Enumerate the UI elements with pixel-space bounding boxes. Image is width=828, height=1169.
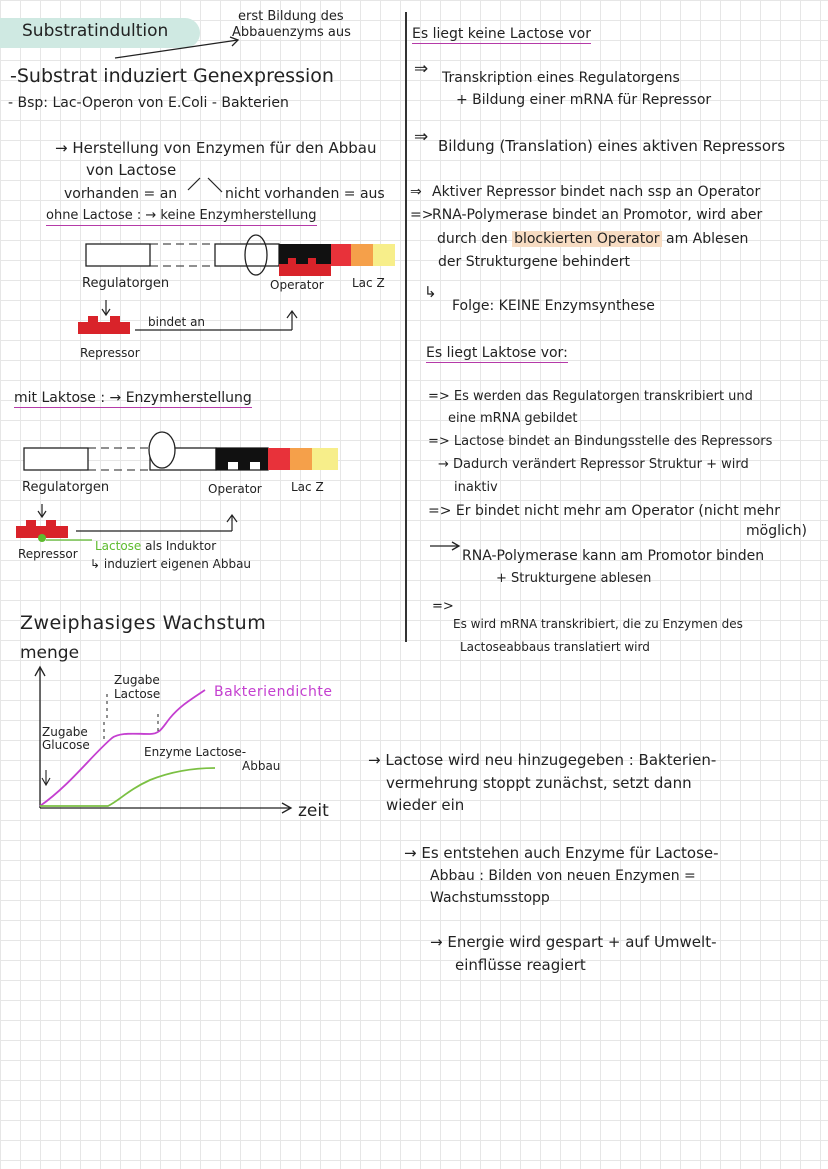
glucose-add-1: Zugabe	[42, 725, 88, 739]
enzymes-label-1: Enzyme Lactose-	[144, 745, 247, 759]
lac1-line2: eine mRNA gebildet	[448, 411, 578, 426]
main-heading: -Substrat induziert Genexpression	[10, 65, 334, 87]
step1-line2: + Bildung einer mRNA für Repressor	[456, 92, 712, 108]
lac3-line1: → Dadurch verändert Repressor Struktur + wird	[438, 457, 749, 472]
lac4-line1: => Er bindet nicht mehr am Operator (nicht mehr	[428, 503, 781, 519]
consequence: Folge: KEINE Enzymsynthese	[452, 298, 655, 314]
title-note-2: Abbauenzyms aus	[232, 25, 351, 40]
implies-arrow-1: ⇒	[414, 59, 429, 79]
operator-label-2: Operator	[208, 482, 262, 496]
regulator-label-1: Regulatorgen	[82, 276, 170, 291]
bacteria-label: Bakteriendichte	[214, 684, 333, 700]
implies-arrow-5: =>	[432, 599, 454, 614]
note3-line2: einflüsse reagiert	[455, 956, 586, 974]
implies-arrow-4: =>	[410, 207, 434, 223]
lactose-add-2: Lactose	[114, 687, 161, 701]
lactose-present-heading: Es liegt Laktose vor:	[426, 345, 568, 363]
enzymes-label-2: Abbau	[242, 759, 281, 773]
induces-line: ↳ induziert eigenen Abbau	[90, 557, 252, 571]
lac6-line1: Es wird mRNA transkribiert, die zu Enzymen des	[453, 617, 743, 631]
growth-heading: Zweiphasiges Wachstum	[20, 612, 267, 634]
lac1-line1: => Es werden das Regulatorgen transkribiert und	[428, 389, 753, 404]
production-line-2: von Lactose	[86, 161, 177, 179]
lac5-line1: RNA-Polymerase kann am Promotor binden	[462, 548, 765, 564]
step4-line3: der Strukturgene behindert	[438, 254, 631, 270]
step2: Bildung (Translation) eines aktiven Repressors	[438, 137, 786, 155]
step3: Aktiver Repressor bindet nach ssp an Operator	[432, 184, 761, 200]
lac6-line2: Lactoseabbaus translatiert wird	[460, 640, 650, 654]
growth-x-label: zeit	[298, 801, 329, 821]
lactose-add-1: Zugabe	[114, 673, 160, 687]
page-title: Substratindultion	[22, 21, 169, 41]
operator-label-1: Operator	[270, 278, 324, 292]
growth-y-label: menge	[20, 643, 80, 663]
note2-line3: Wachstumsstopp	[430, 890, 550, 906]
lac5-line2: + Strukturgene ablesen	[496, 571, 652, 586]
repressor-label-1: Repressor	[80, 346, 140, 360]
with-lactose-heading: mit Laktose : → Enzymherstellung	[14, 390, 252, 408]
title-note-1: erst Bildung des	[238, 9, 344, 24]
repressor-label-2: Repressor	[18, 547, 78, 561]
production-line-1: → Herstellung von Enzymen für den Abbau	[55, 139, 377, 157]
binds-label: bindet an	[148, 315, 206, 329]
step1-line1: Transkription eines Regulatorgens	[442, 70, 680, 86]
note1-line2: vermehrung stoppt zunächst, setzt dann	[386, 774, 692, 792]
implies-arrow-2: ⇒	[414, 127, 429, 147]
lac4-line2: möglich)	[746, 523, 807, 539]
lac2: => Lactose bindet an Bindungsstelle des Repressors	[428, 434, 773, 449]
note2-line1: → Es entstehen auch Enzyme für Lactose-	[404, 844, 719, 862]
step4-line1: RNA-Polymerase bindet an Promotor, wird aber	[432, 207, 763, 223]
without-lactose-heading: ohne Lactose : → keine Enzymherstellung	[46, 209, 317, 226]
note1-line1: → Lactose wird neu hinzugegeben : Bakterien-	[368, 751, 717, 769]
implies-arrow-3: ⇒	[410, 184, 422, 200]
glucose-add-2: Glucose	[42, 738, 90, 752]
step4-line2: durch den blockierten Operator am Ablesen	[437, 231, 749, 247]
present-on: vorhanden = an	[64, 186, 178, 202]
note3-line1: → Energie wird gespart + auf Umwelt-	[430, 933, 717, 951]
lac3-line2: inaktiv	[454, 480, 498, 495]
example-line: - Bsp: Lac-Operon von E.Coli - Bakterien	[8, 95, 289, 111]
regulator-label-2: Regulatorgen	[22, 480, 110, 495]
consequence-arrow: ↳	[424, 283, 437, 301]
lacz-label-1: Lac Z	[352, 276, 385, 290]
note1-line3: wieder ein	[386, 796, 465, 814]
no-lactose-heading: Es liegt keine Lactose vor	[412, 26, 591, 44]
note2-line2: Abbau : Bilden von neuen Enzymen =	[430, 868, 696, 884]
absent-off: nicht vorhanden = aus	[225, 186, 385, 202]
lacz-label-2: Lac Z	[291, 480, 324, 494]
inductor-line: Lactose als Induktor	[95, 539, 217, 553]
